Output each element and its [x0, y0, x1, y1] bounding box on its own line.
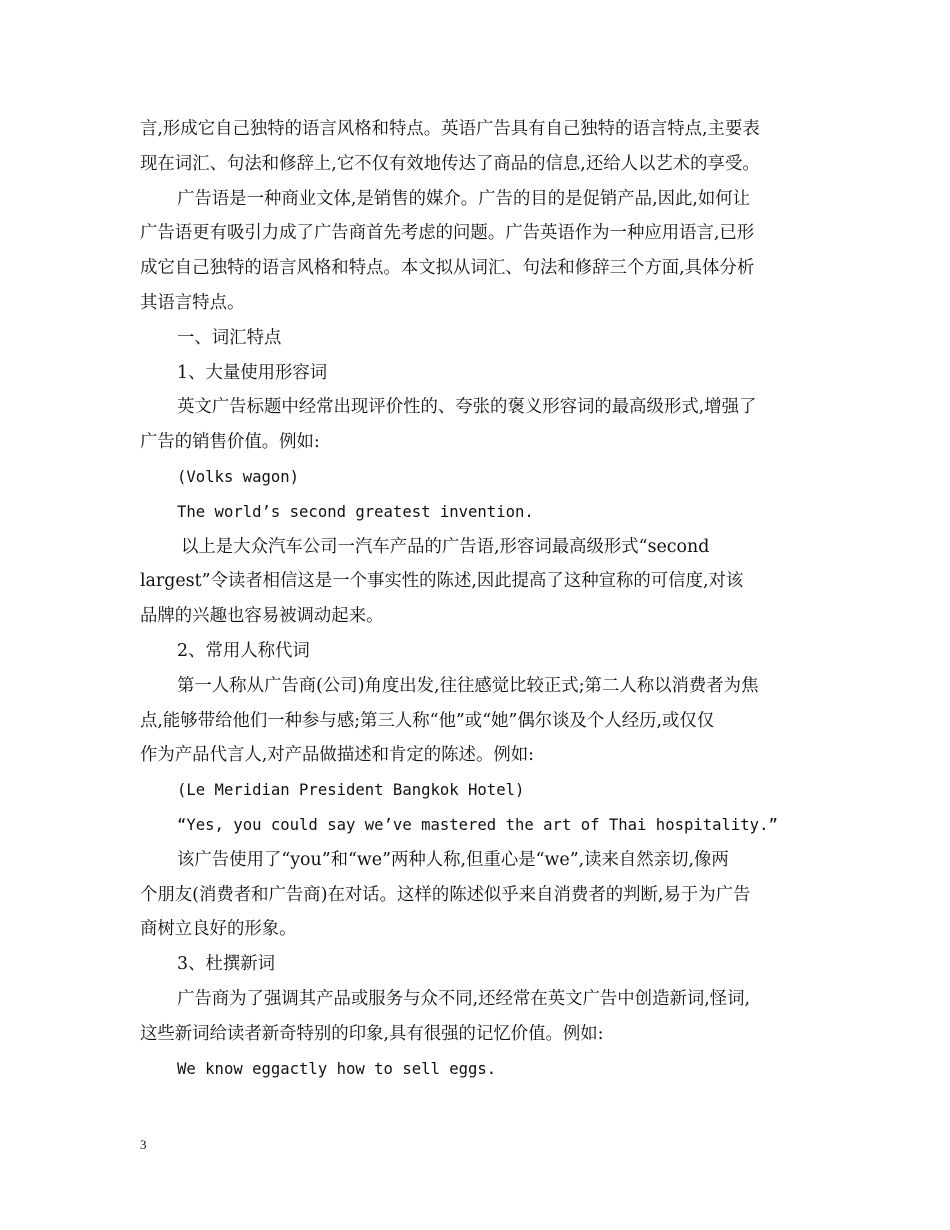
text-line: 3、杜撰新词	[177, 954, 276, 975]
text-line: 广告语是一种商业文体,是销售的媒介。广告的目的是促销产品,因此,如何让	[177, 188, 751, 209]
text-line: 现在词汇、句法和修辞上,它不仅有效地传达了商品的信息,还给人以艺术的享受。	[140, 153, 760, 174]
body-text	[140, 112, 812, 1086]
text-line: 一、词汇特点	[177, 327, 282, 348]
text-line: 该广告使用了“you”和“we”两种人称,但重心是“we”,读来自然亲切,像两	[177, 849, 729, 870]
text-line: 以上是大众汽车公司一汽车产品的广告语,形容词最高级形式“second	[181, 536, 710, 557]
text-line: “Yes, you could say we’ve mastered the art of Thai hospitality.”	[177, 815, 778, 834]
text-line: 第一人称从广告商(公司)角度出发,往往感觉比较正式;第二人称以消费者为焦	[177, 675, 759, 696]
text-line: 点,能够带给他们一种参与感;第三人称“他”或“她”偶尔谈及个人经历,或仅仅	[140, 710, 715, 731]
text-line: 这些新词给读者新奇特别的印象,具有很强的记忆价值。例如:	[140, 1023, 604, 1044]
page-number: 3	[140, 1137, 147, 1152]
text-line: 2、常用人称代词	[177, 640, 310, 661]
text-line: 其语言特点。	[140, 292, 245, 313]
text-line: 广告商为了强调其产品或服务与众不同,还经常在英文广告中创造新词,怪词,	[177, 988, 751, 1009]
text-line: 作为产品代言人,对产品做描述和肯定的陈述。例如:	[140, 745, 534, 766]
text-line: The world’s second greatest invention.	[177, 502, 534, 521]
text-line: 成它自己独特的语言风格和特点。本文拟从词汇、句法和修辞三个方面,具体分析	[140, 258, 755, 279]
text-line: (Le Meridian President Bangkok Hotel)	[177, 781, 525, 800]
text-line: 言,形成它自己独特的语言风格和特点。英语广告具有自己独特的语言特点,主要表	[140, 119, 760, 139]
text-line: (Volks wagon)	[177, 467, 300, 486]
text-line: 品牌的兴趣也容易被调动起来。	[140, 606, 384, 627]
text-line: 个朋友(消费者和广告商)在对话。这样的陈述似乎来自消费者的判断,易于为广告	[140, 884, 751, 905]
text-line: 广告语更有吸引力成了广告商首先考虑的问题。广告英语作为一种应用语言,已形	[140, 223, 755, 244]
text-line: We know eggactly how to sell eggs.	[177, 1059, 497, 1078]
text-line: 广告的销售价值。例如:	[140, 432, 320, 453]
text-line: largest”令读者相信这是一个事实性的陈述,因此提高了这种宣称的可信度,对该	[140, 571, 744, 592]
text-line: 商树立良好的形象。	[140, 919, 297, 940]
text-line: 1、大量使用形容词	[177, 362, 328, 383]
text-line: 英文广告标题中经常出现评价性的、夸张的褒义形容词的最高级形式,增强了	[177, 397, 757, 418]
